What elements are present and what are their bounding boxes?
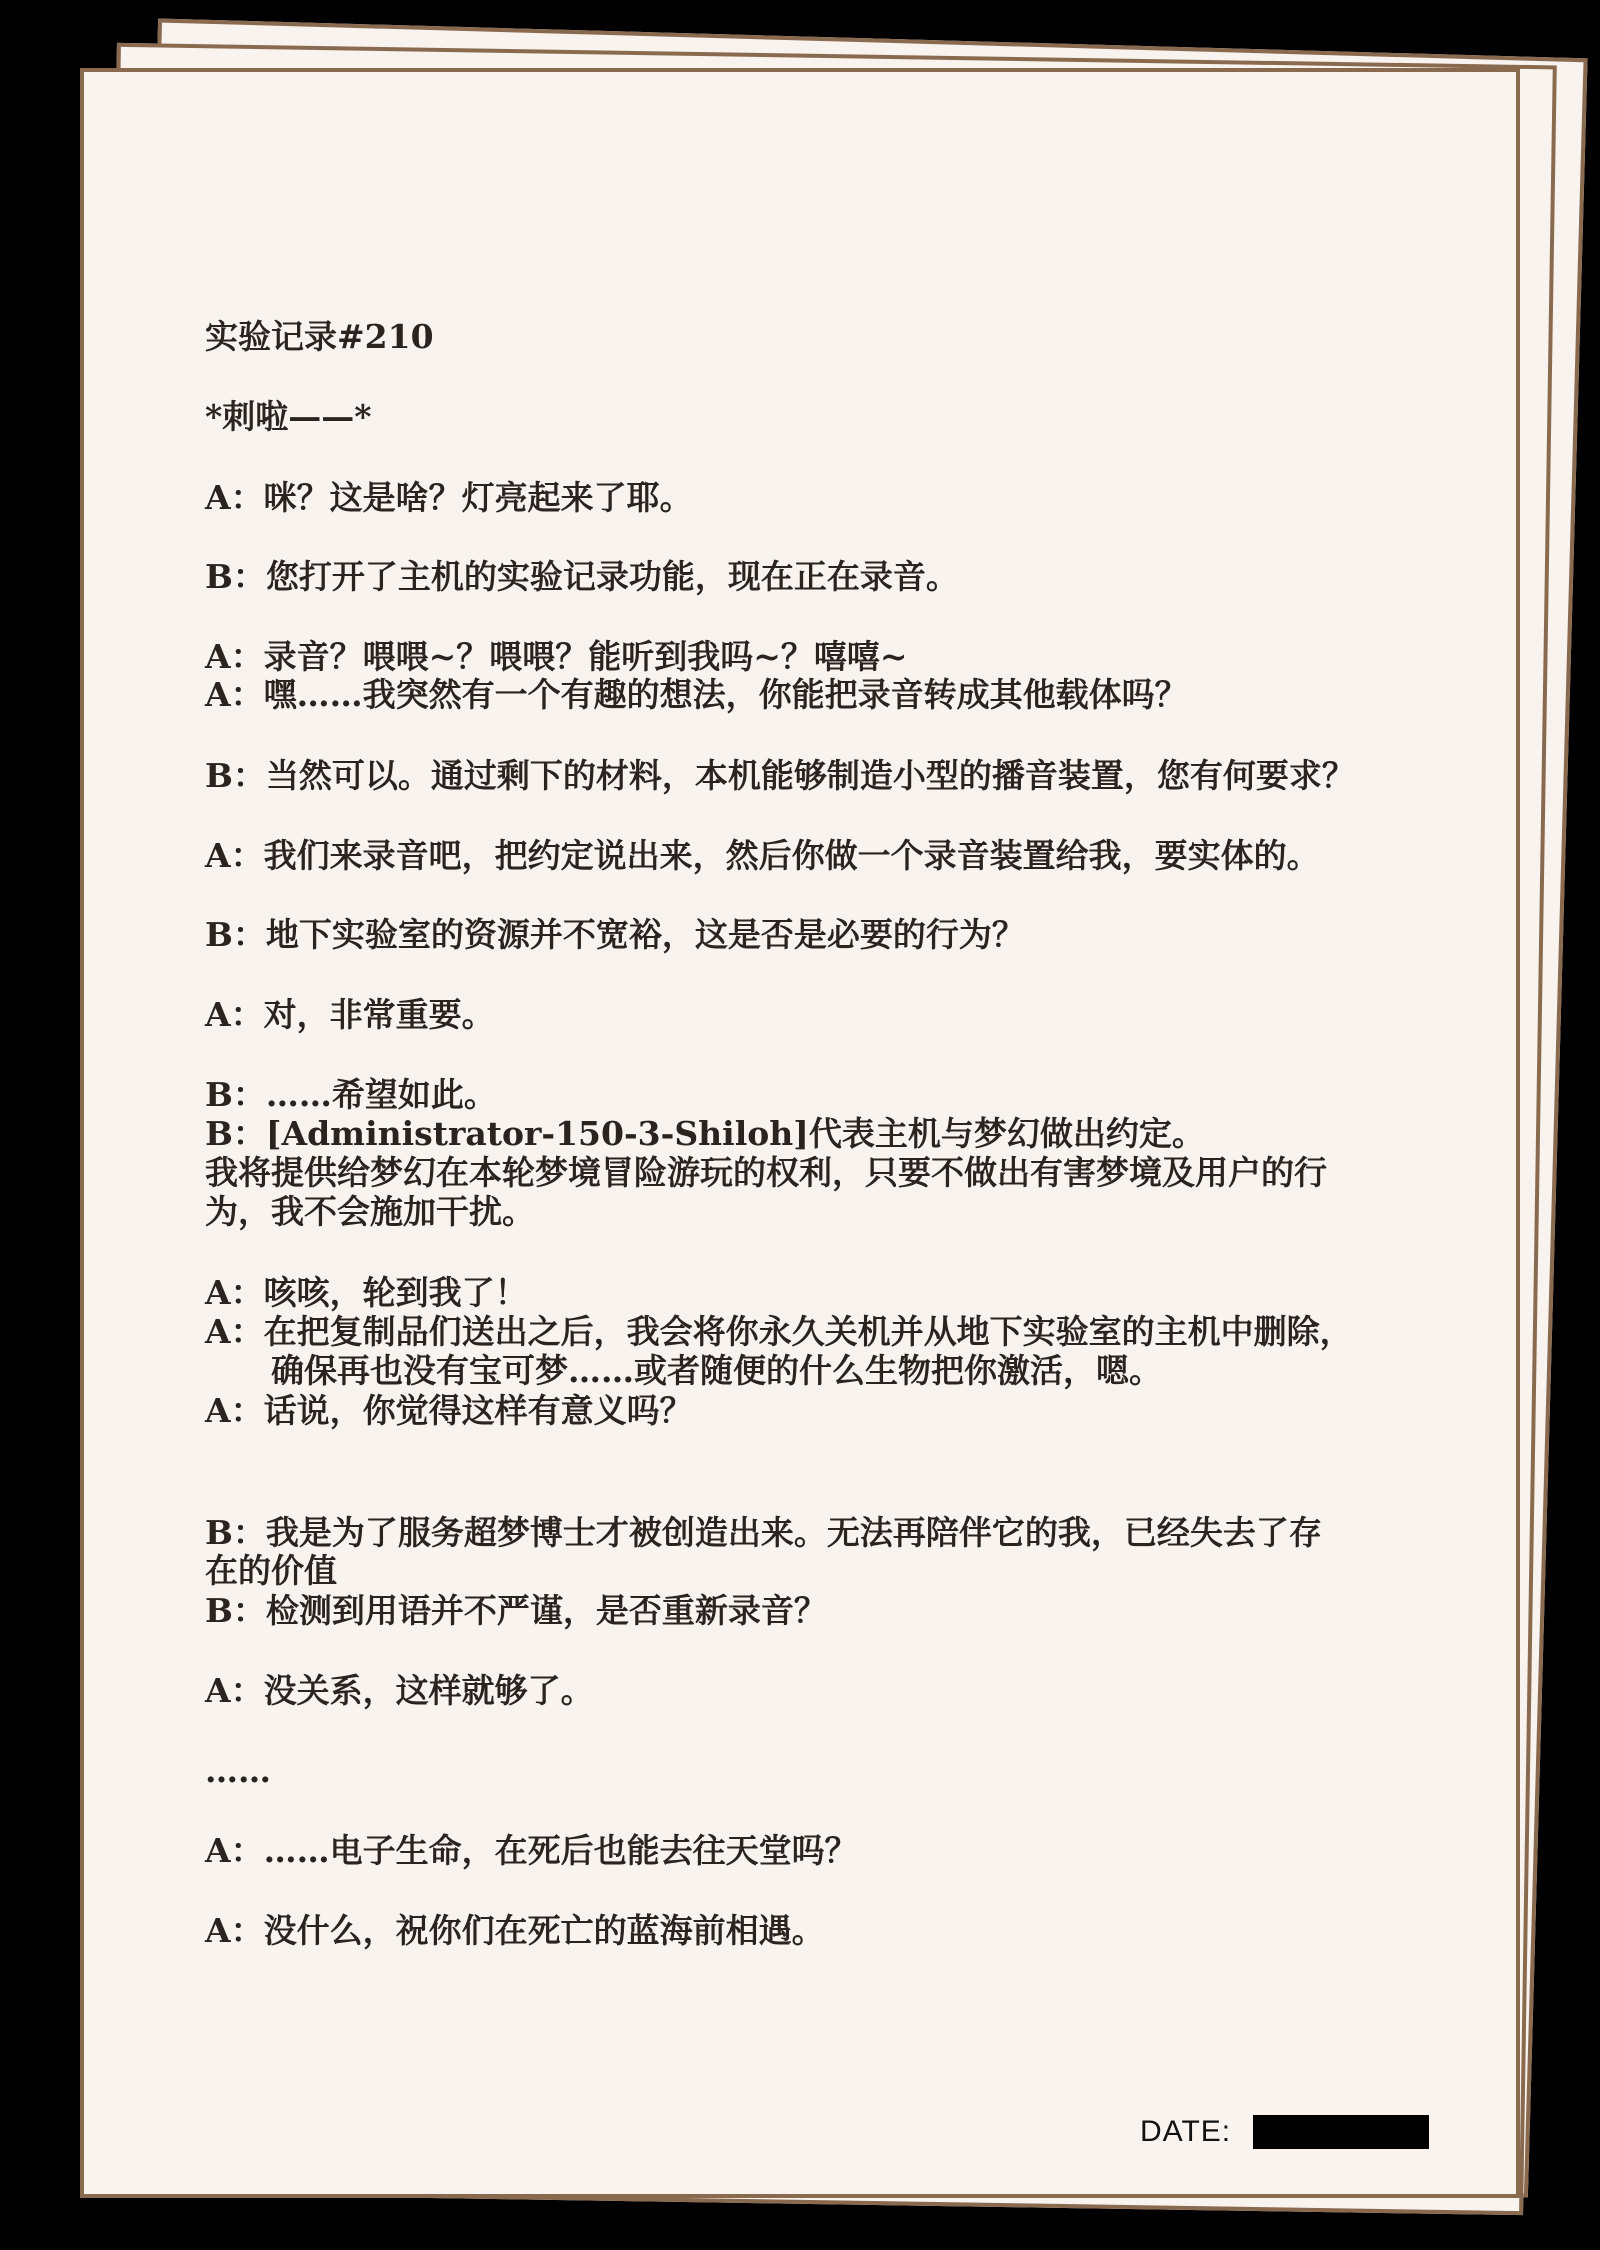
log-line: B：您打开了主机的实验记录功能，现在正在录音。 — [205, 557, 959, 596]
log-line: A：我们来录音吧，把约定说出来，然后你做一个录音装置给我，要实体的。 — [205, 836, 1320, 875]
log-line: A：录音？喂喂~？喂喂？能听到我吗~？嘻嘻~ — [205, 637, 908, 676]
log-line: *刺啦——* — [205, 397, 372, 436]
document-title: 实验记录#210 — [205, 317, 434, 356]
log-line: 为，我不会施加干扰。 — [205, 1192, 535, 1231]
log-line: …… — [205, 1751, 271, 1790]
log-line: A：咳咳，轮到我了！ — [205, 1273, 528, 1312]
log-line: 确保再也没有宝可梦……或者随便的什么生物把你激活，嗯。 — [205, 1351, 1162, 1390]
log-line: B：地下实验室的资源并不宽裕，这是否是必要的行为？ — [205, 915, 1025, 954]
log-line: A：……电子生命，在死后也能去往天堂吗？ — [205, 1831, 858, 1870]
log-line: B：检测到用语并不严谨，是否重新录音？ — [205, 1591, 827, 1630]
log-line: A：咪？这是啥？灯亮起来了耶。 — [205, 478, 693, 517]
log-line: B：……希望如此。 — [205, 1075, 497, 1114]
log-line: A：嘿……我突然有一个有趣的想法，你能把录音转成其他载体吗？ — [205, 675, 1188, 714]
log-line: 我将提供给梦幻在本轮梦境冒险游玩的权利，只要不做出有害梦境及用户的行 — [205, 1153, 1327, 1192]
date-redaction-bar — [1253, 2115, 1429, 2149]
log-line: A：对，非常重要。 — [205, 995, 495, 1034]
log-line: B：我是为了服务超梦博士才被创造出来。无法再陪伴它的我，已经失去了存 — [205, 1513, 1322, 1552]
log-line: A：没什么，祝你们在死亡的蓝海前相遇。 — [205, 1911, 825, 1950]
date-label: DATE: — [1140, 2115, 1232, 2148]
log-line: A：在把复制品们送出之后，我会将你永久关机并从地下实验室的主机中删除， — [205, 1312, 1353, 1351]
log-line: B：[Administrator-150-3-Shiloh]代表主机与梦幻做出约定。 — [205, 1114, 1205, 1153]
log-line: A：话说，你觉得这样有意义吗？ — [205, 1391, 693, 1430]
log-line: 在的价值 — [205, 1551, 337, 1590]
log-line: A：没关系，这样就够了。 — [205, 1671, 594, 1710]
date-field — [1140, 2114, 1429, 2150]
log-line: B：当然可以。通过剩下的材料，本机能够制造小型的播音装置，您有何要求？ — [205, 756, 1355, 795]
